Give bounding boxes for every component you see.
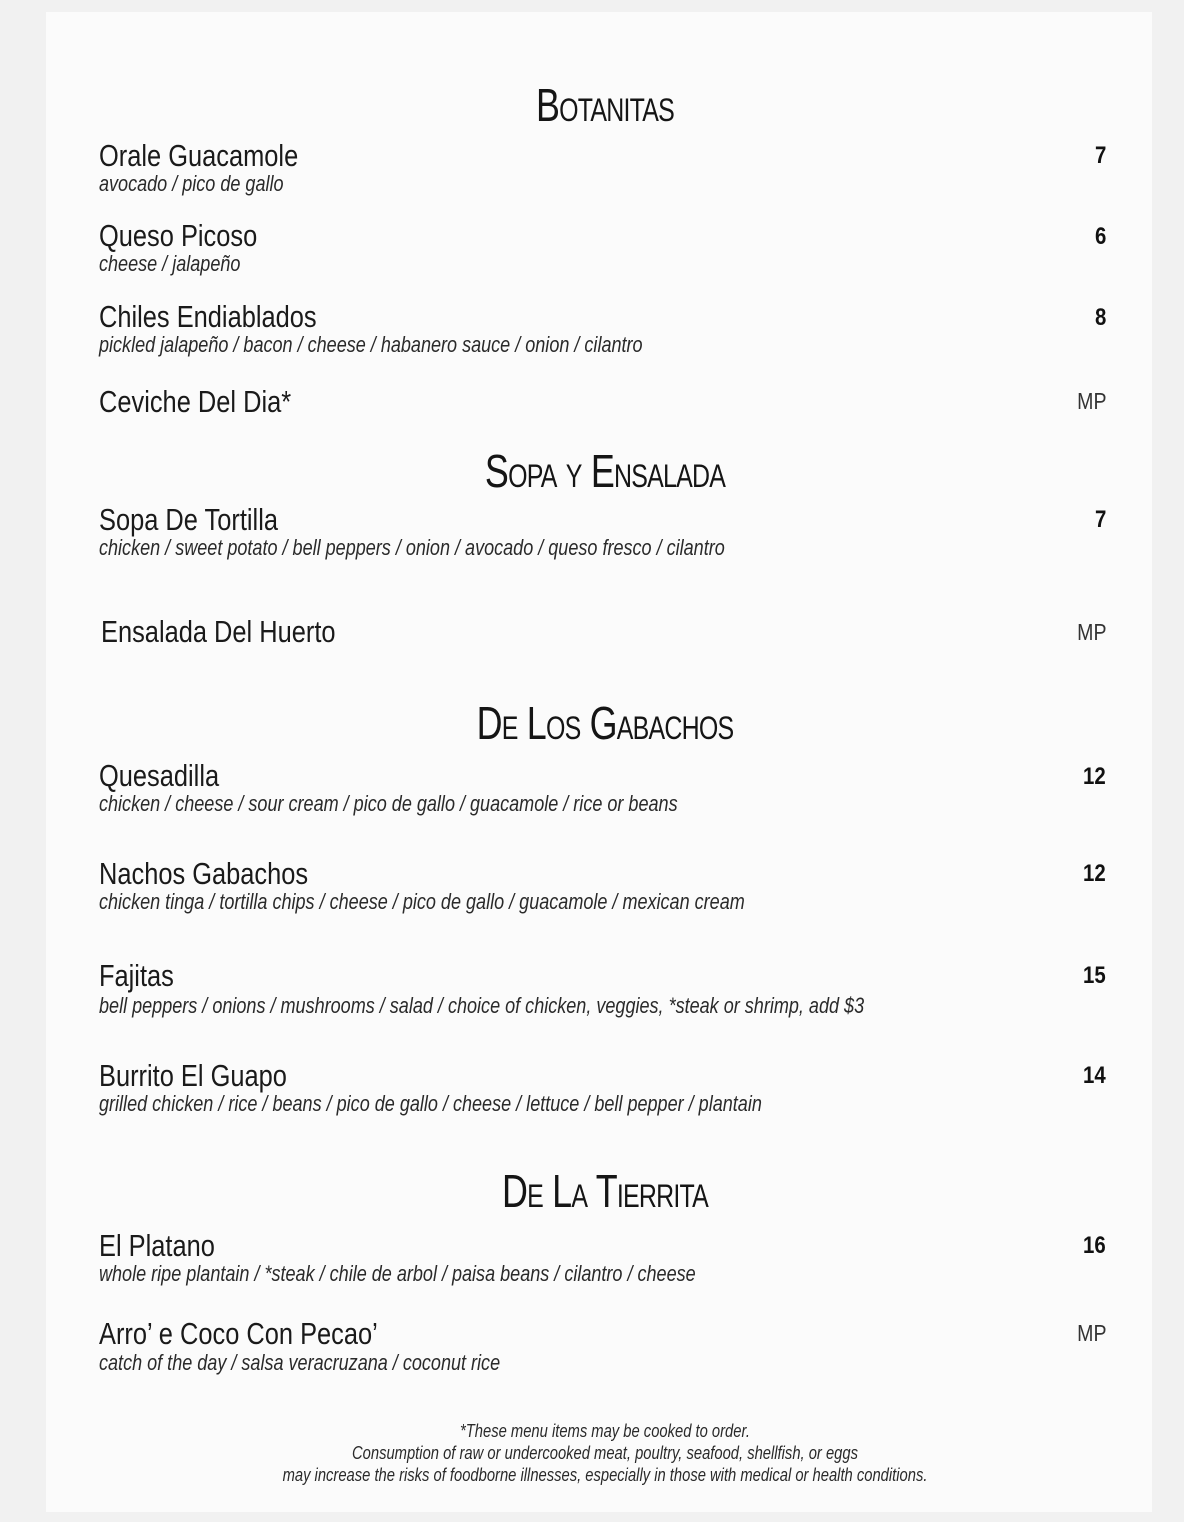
item-name-sopa-de-tortilla: Sopa De Tortilla	[99, 502, 278, 537]
item-name-arro-e-coco-con-pecao: Arro’ e Coco Con Pecao’	[99, 1316, 378, 1351]
item-name-ceviche-del-dia: Ceviche Del Dia*	[99, 384, 292, 419]
item-desc-orale-guacamole: avocado / pico de gallo	[99, 171, 284, 196]
section-title-botanitas: Botanitas	[535, 79, 675, 131]
item-desc-arro-e-coco-con-pecao: catch of the day / salsa veracruzana / coconut rice	[99, 1350, 501, 1375]
disclaimer-line-2: Consumption of raw or undercooked meat, poultry, seafood, shellfish, or eggs	[352, 1443, 858, 1463]
item-name-nachos-gabachos: Nachos Gabachos	[99, 856, 309, 891]
item-name-ensalada-del-huerto: Ensalada Del Huerto	[101, 614, 336, 649]
item-price-nachos-gabachos: 12	[1083, 860, 1106, 887]
item-name-fajitas: Fajitas	[99, 958, 174, 993]
item-name-queso-picoso: Queso Picoso	[99, 218, 258, 253]
item-desc-quesadilla: chicken / cheese / sour cream / pico de gallo / guacamole / rice or beans	[99, 791, 678, 816]
item-desc-burrito-el-guapo: grilled chicken / rice / beans / pico de gallo / cheese / lettuce / bell pepper / plantain	[99, 1091, 762, 1116]
item-name-el-platano: El Platano	[99, 1228, 215, 1263]
item-desc-queso-picoso: cheese / jalapeño	[99, 251, 241, 276]
item-desc-nachos-gabachos: chicken tinga / tortilla chips / cheese / pico de gallo / guacamole / mexican cream	[99, 889, 745, 914]
item-price-fajitas: 15	[1083, 962, 1106, 989]
item-name-orale-guacamole: Orale Guacamole	[99, 138, 299, 173]
item-price-burrito-el-guapo: 14	[1083, 1062, 1106, 1089]
item-desc-chiles-endiablados: pickled jalapeño / bacon / cheese / habanero sauce / onion / cilantro	[99, 332, 643, 357]
item-desc-fajitas: bell peppers / onions / mushrooms / salad / choice of chicken, veggies, *steak or shrimp, add $3	[99, 993, 865, 1018]
item-name-burrito-el-guapo: Burrito El Guapo	[99, 1058, 287, 1093]
item-name-quesadilla: Quesadilla	[99, 758, 220, 793]
section-title-de-los-gabachos: De Los Gabachos	[476, 697, 734, 749]
item-price-orale-guacamole: 7	[1094, 142, 1106, 169]
item-price-chiles-endiablados: 8	[1094, 304, 1106, 331]
section-title-de-la-tierrita: De La Tierrita	[501, 1165, 709, 1217]
section-title-sopa-y-ensalada: Sopa y Ensalada	[484, 445, 726, 497]
disclaimer-line-3: may increase the risks of foodborne illnesses, especially in those with medical or health conditions.	[282, 1465, 928, 1485]
item-price-ensalada-del-huerto: MP	[1076, 619, 1106, 645]
item-price-ceviche-del-dia: MP	[1076, 388, 1106, 414]
item-price-el-platano: 16	[1083, 1232, 1106, 1259]
item-price-quesadilla: 12	[1083, 763, 1106, 790]
item-price-sopa-de-tortilla: 7	[1094, 506, 1106, 533]
item-price-arro-e-coco-con-pecao: MP	[1076, 1320, 1106, 1346]
item-desc-el-platano: whole ripe plantain / *steak / chile de arbol / paisa beans / cilantro / cheese	[99, 1261, 696, 1286]
item-desc-sopa-de-tortilla: chicken / sweet potato / bell peppers / onion / avocado / queso fresco / cilantro	[99, 535, 725, 560]
item-name-chiles-endiablados: Chiles Endiablados	[99, 299, 317, 334]
disclaimer-line-1: *These menu items may be cooked to order.	[460, 1421, 750, 1441]
item-price-queso-picoso: 6	[1094, 223, 1106, 250]
